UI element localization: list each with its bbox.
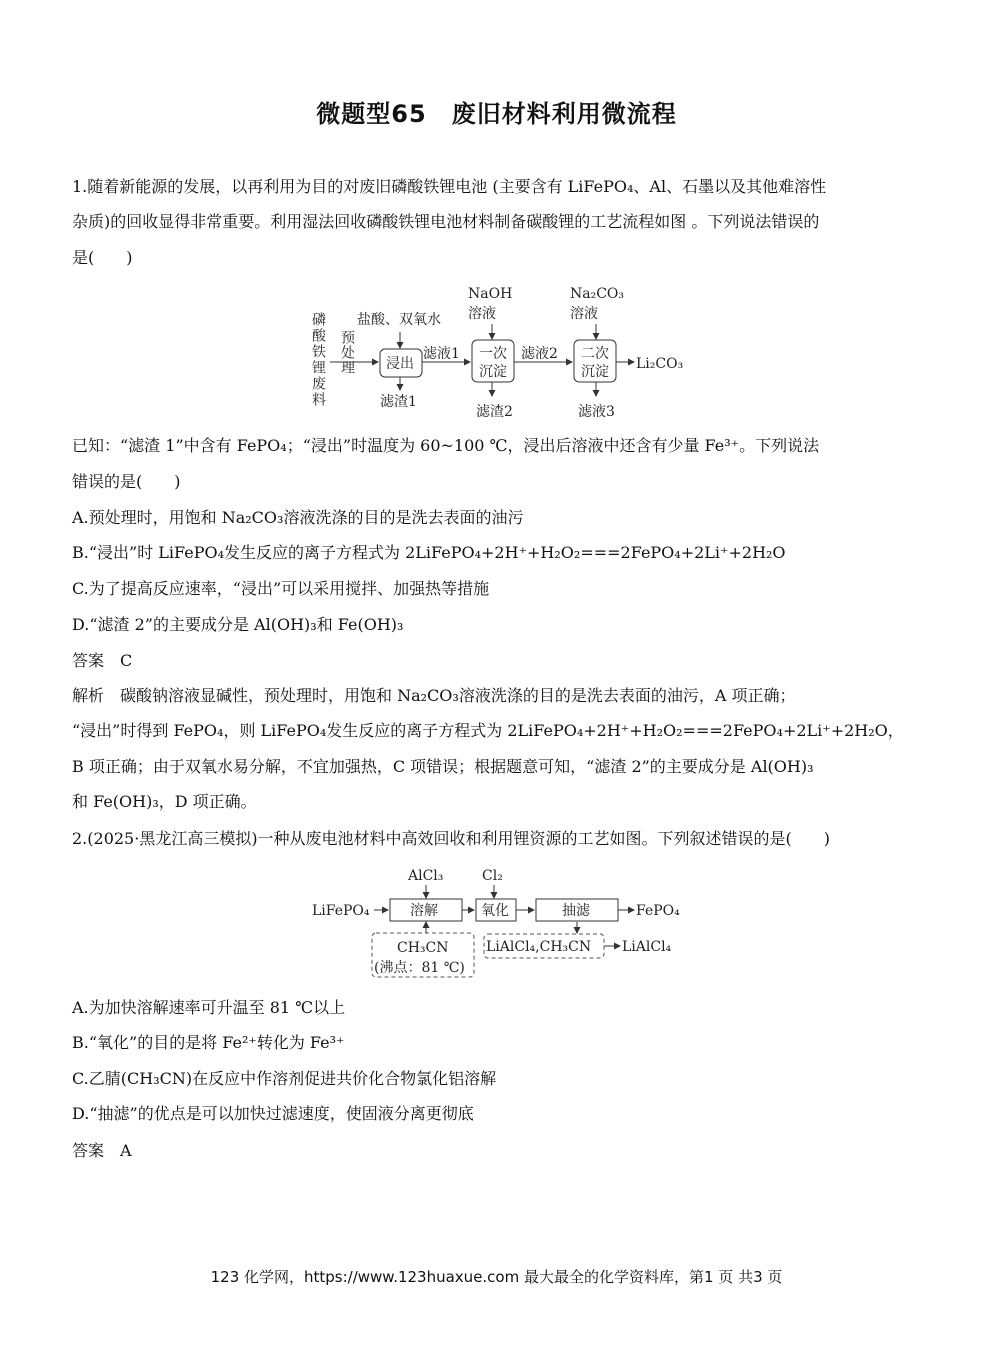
leach-step: 浸出 — [386, 356, 414, 372]
page-footer: 123 化学网，https://www.123huaxue.com 最大最全的化学资料库，第1 页 共3 页 — [210, 1268, 783, 1286]
q2-option-c: C.乙腈(CH₃CN)在反应中作溶剂促进共价化合物氯化铝溶解 — [72, 1069, 497, 1088]
q2-option-a: A.为加快溶解速率可升温至 81 ℃以上 — [72, 998, 346, 1017]
filtrate1-label: 滤液1 — [423, 346, 460, 362]
q1-option-a: A.预处理时，用饱和 Na₂CO₃溶液洗涤的目的是洗去表面的油污 — [72, 508, 524, 527]
precip1-step-line2: 沉淀 — [479, 364, 507, 380]
dissolve-step: 溶解 — [410, 903, 438, 919]
reagent1-label: 盐酸、双氧水 — [357, 312, 441, 328]
q2-option-d: D.“抽滤”的优点是可以加快过滤速度，使固液分离更彻底 — [72, 1104, 474, 1123]
q1-option-d: D.“滤渣 2”的主要成分是 Al(OH)₃和 Fe(OH)₃ — [72, 615, 404, 634]
cl2-label: Cl₂ — [482, 868, 503, 884]
q1-analysis-line1: 解析 碳酸钠溶液显碱性，预处理时，用饱和 Na₂CO₃溶液洗涤的目的是洗去表面的油污，A 项正确； — [72, 686, 796, 705]
lialcl4-product: LiAlCl₄ — [622, 939, 672, 955]
suction-filter-step: 抽滤 — [562, 903, 590, 919]
q1-stem-line2: 杂质)的回收显得非常重要。利用湿法回收磷酸铁锂电池材料制备碳酸锂的工艺流程如图 。下列说法错误的 — [72, 212, 820, 231]
residue1-label: 滤渣1 — [380, 394, 417, 410]
filtrate3-label: 滤液3 — [578, 404, 615, 420]
na2co3-solution-label: 溶液 — [570, 306, 598, 322]
q1-stem-line3: 是( ) — [72, 248, 133, 267]
naoh-label: NaOH — [468, 286, 513, 302]
precip1-step-line1: 一次 — [479, 346, 507, 362]
q1-known-line1: 已知：“滤渣 1”中含有 FePO₄；“浸出”时温度为 60~100 ℃，浸出后溶液中还含有少量 Fe³⁺。下列说法 — [72, 436, 820, 455]
q1-analysis-line4: 和 Fe(OH)₃，D 项正确。 — [72, 792, 257, 811]
q1-analysis-line3: B 项正确；由于双氧水易分解，不宜加强热，C 项错误；根据题意可知，“滤渣 2”的主要成分是 Al(OH)₃ — [72, 757, 814, 776]
ch3cn-bp-label: (沸点：81 ℃) — [374, 960, 465, 976]
q1-known-line2: 错误的是( ) — [72, 472, 181, 491]
lifepo4-input: LiFePO₄ — [312, 903, 370, 919]
pretreat-label: 预处理 — [339, 330, 355, 375]
q1-stem-line1: 1.随着新能源的发展，以再利用为目的对废旧磷酸铁锂电池 (主要含有 LiFePO₄、Al、石墨以及其他难溶性 — [72, 177, 827, 196]
page-title: 微题型65 废旧材料利用微流程 — [316, 100, 677, 128]
ch3cn-label: CH₃CN — [397, 940, 449, 956]
q1-flow-diagram — [300, 282, 700, 422]
naoh-solution-label: 溶液 — [468, 306, 496, 322]
na2co3-label: Na₂CO₃ — [570, 286, 625, 302]
precip2-step-line1: 二次 — [581, 346, 609, 362]
residue2-label: 滤渣2 — [476, 404, 513, 420]
oxidize-step: 氧化 — [481, 903, 509, 919]
li2co3-product: Li₂CO₃ — [636, 356, 684, 372]
mixture-label: LiAlCl₄,CH₃CN — [486, 939, 592, 955]
q1-answer: 答案 C — [72, 651, 133, 670]
q1-option-b: B.“浸出”时 LiFePO₄发生反应的离子方程式为 2LiFePO₄+2H⁺+H₂O₂===2FePO₄+2Li⁺+2H₂O — [72, 543, 786, 562]
q2-stem: 2.(2025·黑龙江高三模拟)一种从废电池材料中高效回收和利用锂资源的工艺如图。下列叙述错误的是( ) — [72, 829, 831, 848]
raw-material-label: 磷酸铁锂废料 — [310, 312, 326, 408]
alcl3-label: AlCl₃ — [408, 868, 444, 884]
fepo4-product: FePO₄ — [636, 903, 680, 919]
precip2-step-line2: 沉淀 — [581, 364, 609, 380]
q1-option-c: C.为了提高反应速率，“浸出”可以采用搅拌、加强热等措施 — [72, 579, 490, 598]
q2-option-b: B.“氧化”的目的是将 Fe²⁺转化为 Fe³⁺ — [72, 1033, 345, 1052]
q1-analysis-line2: “浸出”时得到 FePO₄，则 LiFePO₄发生反应的离子方程式为 2LiFePO₄+2H⁺+H₂O₂===2FePO₄+2Li⁺+2H₂O， — [72, 721, 904, 740]
q2-flow-diagram — [310, 860, 690, 980]
filtrate2-label: 滤液2 — [521, 346, 558, 362]
q2-answer: 答案 A — [72, 1141, 132, 1160]
